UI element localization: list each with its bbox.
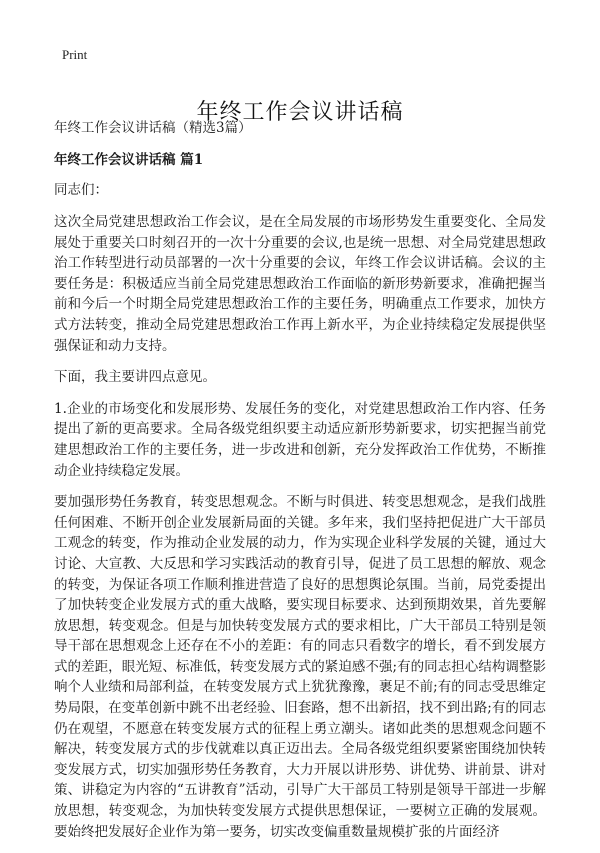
paragraph-intro: 这次全局党建思想政治工作会议，是在全局发展的市场形势发生重要变化、全局发展处于重要关口时刻召开的一次十分重要的会议,也是统一思想、对全局党建思想政治工作转型进行动员部署的一次十分重要的会议，年终工作会议讲话稿。会议的主要任务是：积极适应当前全局党建思想政治工作面临的新形势新要求，准确把握当前和今后一个时期全局党建思想政治工作的主要任务，明确重点工作要求，加快方式方法转变，推动全局党建思想政治工作再上新水平，为企业持续稳定发展提供坚强保证和动力支持。 xyxy=(54,214,546,354)
section-heading: 年终工作会议讲话稿 篇1 xyxy=(54,152,204,168)
document-body xyxy=(54,118,546,853)
greeting: 同志们： xyxy=(54,182,108,198)
print-link[interactable]: Print xyxy=(62,47,88,62)
document-subtitle: 年终工作会议讲话稿（精选3篇） xyxy=(54,120,252,136)
document-title: 年终工作会议讲话稿 xyxy=(196,99,404,125)
paragraph-outline: 下面，我主要讲四点意见。 xyxy=(54,369,216,386)
paragraph-education: 要加强形势任务教育，转变思想观念。不断与时俱进、转变思想观念，是我们战胜任何困难、不断开创企业发展新局面的关键。多年来，我们坚持把促进广大干部员工观念的转变，作为推动企业发展的动力，作为实现企业科学发展的关键，通过大讨论、大宣教、大反思和学习实践活动的教育引导，促进了员工思想的解放、观念的转变，为保证各项工作顺利推进营造了良好的思想舆论氛围。当前，局党委提出了加快转变企业发展方式的重大战略，要实现目标要求、达到预期效果，首先要解放思想，转变观念。但是与加快转变发展方式的要求相比，广大干部员工特别是领导干部在思想观念上还存在不小的差距：有的同志只看数字的增长，看不到发展方式的差距，眼光短、标准低，转变发展方式的紧迫感不强;有的同志担心结构调整影响个人业绩和局部利益，在转变发展方式上犹犹豫豫，裹足不前;有的同志受思维定势局限，在变革创新中跳不出老经验、旧套路，想不出新招，找不到出路;有的同志仍在观望，不愿意在转变发展方式的征程上勇立潮头。诸如此类的思想观念问题不解决，转变发展方式的步伐就难以真正迈出去。全局各级党组织要紧密围绕加快转变发展方式，切实加强形势任务教育，大力开展以讲形势、讲优势、讲前景、讲对策、讲稳定为内容的“五讲教育”活动，引导广大干部员工特别是领导干部进一步解放思想，转变观念，为加快转变发展方式提供思想保证，一要树立正确的发展观。要始终把发展好企业作为第一要务，切实改变偏重数量规模扩张的片面经济 xyxy=(54,494,546,840)
paragraph-point-1: 1.企业的市场变化和发展形势、发展任务的变化，对党建思想政治工作内容、任务提出了新的更高要求。全局各级党组织要主动适应新形势新要求，切实把握当前党建思想政治工作的主要任务，进一步改进和创新，充分发挥政治工作优势，不断推动企业持续稳定发展。 xyxy=(54,400,546,479)
